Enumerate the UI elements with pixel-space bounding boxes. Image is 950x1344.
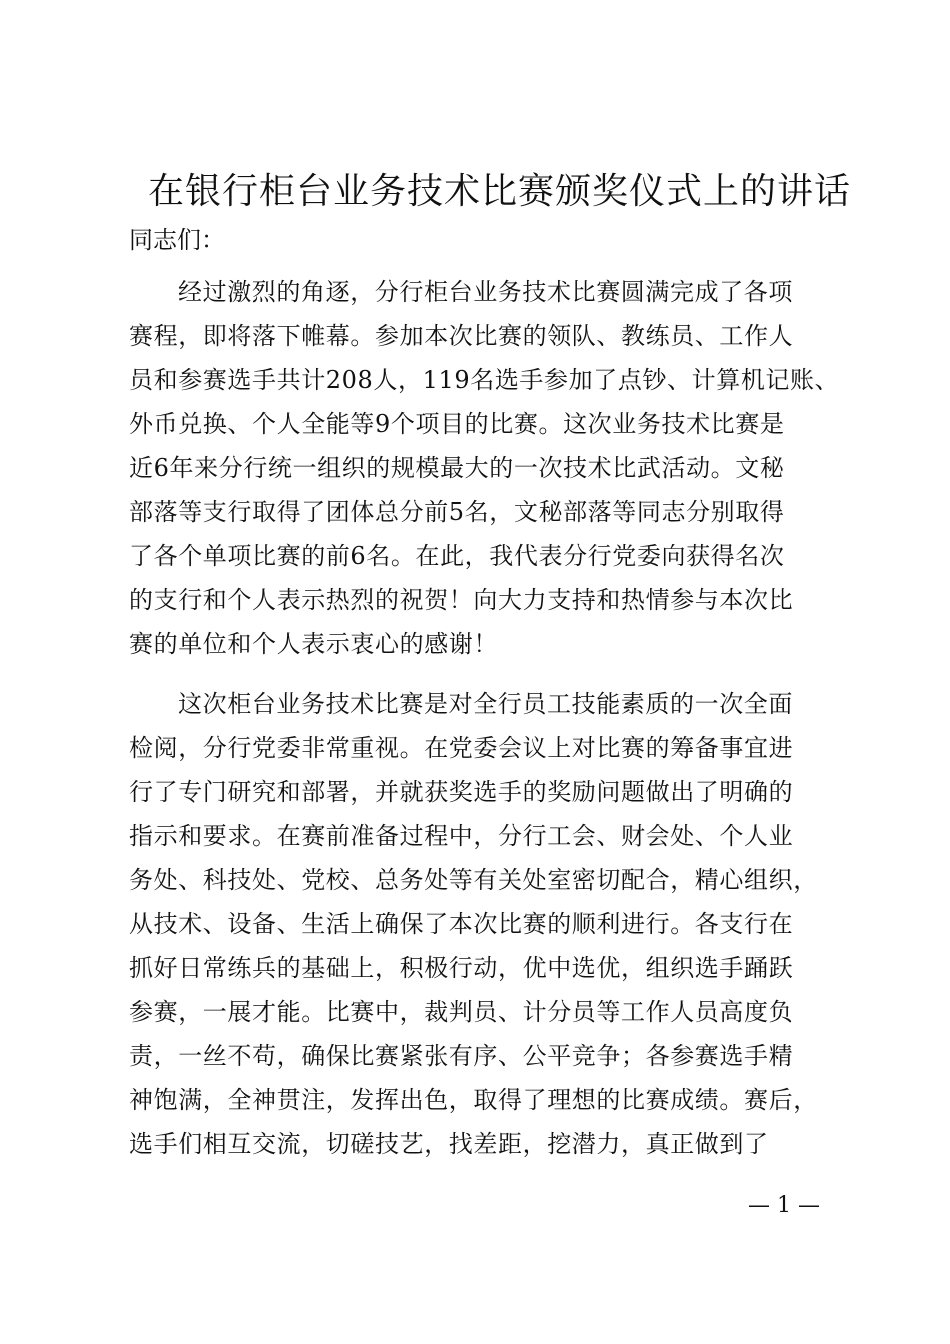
paragraph-line: 行了专门研究和部署，并就获奖选手的奖励问题做出了明确的 bbox=[129, 778, 794, 806]
paragraph-line: 赛程，即将落下帷幕。参加本次比赛的领队、教练员、工作人 bbox=[129, 322, 794, 350]
paragraph-line: 部落等支行取得了团体总分前5名，文秘部落等同志分别取得 bbox=[129, 498, 785, 526]
page-number: — 1 — bbox=[748, 1193, 820, 1218]
paragraph-line: 经过激烈的角逐，分行柜台业务技术比赛圆满完成了各项 bbox=[178, 278, 793, 306]
paragraph-2 bbox=[129, 682, 849, 1166]
document-title: 在银行柜台业务技术比赛颁奖仪式上的讲话 bbox=[148, 171, 852, 212]
paragraph-line: 务处、科技处、党校、总务处等有关处室密切配合，精心组织， bbox=[129, 866, 818, 894]
paragraph-line: 神饱满，全神贯注，发挥出色，取得了理想的比赛成绩。赛后， bbox=[129, 1086, 818, 1114]
salutation: 同志们： bbox=[129, 226, 225, 254]
paragraph-line: 员和参赛选手共计208人，119名选手参加了点钞、计算机记账、 bbox=[129, 366, 840, 394]
paragraph-1 bbox=[129, 270, 849, 666]
paragraph-line: 指示和要求。在赛前准备过程中，分行工会、财会处、个人业 bbox=[129, 822, 794, 850]
paragraph-line: 选手们相互交流，切磋技艺，找差距，挖潜力，真正做到了 bbox=[129, 1130, 769, 1158]
paragraph-line: 外币兑换、个人全能等9个项目的比赛。这次业务技术比赛是 bbox=[129, 410, 785, 438]
paragraph-line: 近6年来分行统一组织的规模最大的一次技术比武活动。文秘 bbox=[129, 454, 785, 482]
paragraph-line: 参赛，一展才能。比赛中，裁判员、计分员等工作人员高度负 bbox=[129, 998, 794, 1026]
paragraph-line: 从技术、设备、生活上确保了本次比赛的顺利进行。各支行在 bbox=[129, 910, 794, 938]
paragraph-line: 检阅，分行党委非常重视。在党委会议上对比赛的筹备事宜进 bbox=[129, 734, 794, 762]
paragraph-line: 的支行和个人表示热烈的祝贺！向大力支持和热情参与本次比 bbox=[129, 586, 794, 614]
paragraph-line: 赛的单位和个人表示衷心的感谢！ bbox=[129, 630, 498, 658]
paragraph-line: 了各个单项比赛的前6名。在此，我代表分行党委向获得名次 bbox=[129, 542, 785, 570]
paragraph-line: 责，一丝不苟，确保比赛紧张有序、公平竞争；各参赛选手精 bbox=[129, 1042, 794, 1070]
paragraph-line: 这次柜台业务技术比赛是对全行员工技能素质的一次全面 bbox=[178, 690, 793, 718]
paragraph-line: 抓好日常练兵的基础上，积极行动，优中选优，组织选手踊跃 bbox=[129, 954, 794, 982]
